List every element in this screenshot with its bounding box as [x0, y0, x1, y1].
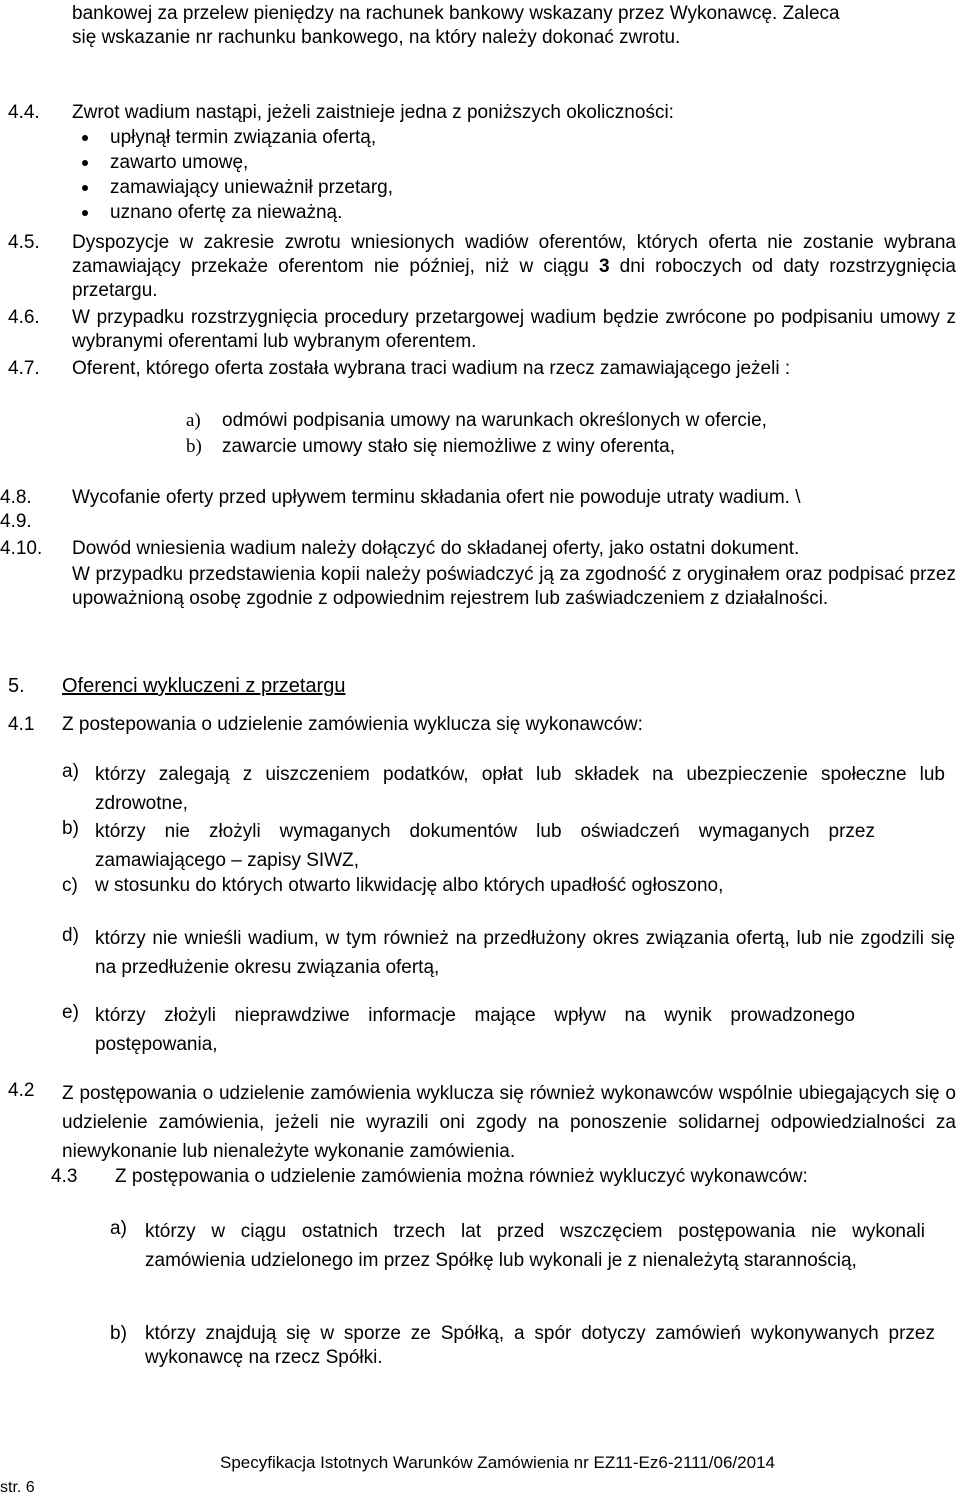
list-item: zawarcie umowy stało się niemożliwe z winy oferenta,	[222, 436, 676, 457]
section-number: 4.10.	[0, 538, 43, 559]
bullet-item: zawarto umowę,	[110, 152, 249, 173]
bullet-item: upłynął termin związania ofertą,	[110, 127, 377, 148]
section-text	[72, 231, 956, 303]
section-text: Oferent, którego oferta została wybrana traci wadium na rzecz zamawiającego jeżeli :	[72, 358, 791, 379]
list-item: w stosunku do których otwarto likwidację albo których upadłość ogłoszono,	[95, 875, 724, 896]
section-text-part: Dyspozycje w zakresie zwrotu wniesionych wadiów oferentów, których oferta nie zostanie wybrana zamawiający przekaże oferentom nie później, niż w ciągu	[72, 232, 956, 277]
page-number: str. 6	[0, 1479, 35, 1496]
bullet-item: zamawiający unieważnił przetarg,	[110, 177, 394, 198]
days-count: 3	[598, 256, 610, 277]
list-item: odmówi podpisania umowy na warunkach określonych w ofercie,	[222, 410, 767, 431]
list-marker: a)	[110, 1218, 127, 1239]
bullet-icon	[82, 135, 88, 141]
section-text: Z postepowania o udzielenie zamówienia wyklucza się wykonawców:	[62, 714, 643, 735]
list-marker: a)	[186, 410, 201, 431]
section-number: 4.7.	[8, 358, 40, 379]
section-number: 4.6.	[8, 307, 40, 328]
list-item: którzy nie wnieśli wadium, w tym również na przedłużony okres związania ofertą, lub nie zgodzili się na przedłużenie okresu związania ofertą,	[95, 928, 955, 978]
section-text: Z postępowania o udzielenie zamówienia wyklucza się również wykonawców wspólnie ubiegających się o udzielenie zamówienia, jeżeli nie wyrazili oni zgody na ponoszenie solidarnej odpowiedzialności za niewykonanie lub nienależyte wykonanie zamówienia.	[62, 1083, 956, 1162]
section-number: 4.9.	[0, 511, 32, 532]
bullet-icon	[82, 160, 88, 166]
list-marker: a)	[62, 761, 79, 782]
list-item: którzy znajdują się w sporze ze Spółką, a spór dotyczy zamówień wykonywanych przez wykonawcę na rzecz Spółki.	[145, 1323, 935, 1368]
list-item: którzy nie złożyli wymaganych dokumentów lub oświadczeń wymaganych przez zamawiającego – zapisy SIWZ,	[95, 821, 875, 871]
section-text-part: dni roboczych od daty rozstrzygnięcia przetargu.	[72, 256, 957, 301]
list-item: którzy w ciągu ostatnich trzech lat przed wszczęciem postępowania nie wykonali zamówienia udzielonego im przez Spółkę lub wykonali je z nienależytą starannością,	[145, 1221, 925, 1271]
list-item: którzy złożyli nieprawdziwe informacje mające wpływ na wynik prowadzonego postępowania,	[95, 1005, 855, 1055]
list-marker: e)	[62, 1002, 79, 1023]
footer-spec: Specyfikacja Istotnych Warunków Zamówienia nr EZ11-Ez6-2111/06/2014	[220, 1453, 775, 1472]
bullet-icon	[82, 210, 88, 216]
section-number: 4.5.	[8, 232, 40, 253]
section-heading: Oferenci wykluczeni z przetargu	[62, 675, 346, 697]
section-text: W przypadku rozstrzygnięcia procedury przetargowej wadium będzie zwrócone po podpisaniu umowy z wybranymi oferentami lub wybranym oferentem.	[72, 307, 956, 352]
section-text: Z postępowania o udzielenie zamówienia można również wykluczyć wykonawców:	[115, 1166, 808, 1187]
section-number: 4.1	[8, 714, 35, 735]
list-item: którzy zalegają z uiszczeniem podatków, opłat lub składek na ubezpieczenie społeczne lub zdrowotne,	[95, 764, 945, 814]
section-number: 4.2	[8, 1080, 35, 1101]
list-marker: c)	[62, 875, 78, 896]
list-marker: b)	[110, 1323, 127, 1344]
bullet-icon	[82, 185, 88, 191]
paragraph-continuation-line: bankowej za przelew pieniędzy na rachunek bankowy wskazany przez Wykonawcę. Zaleca	[72, 3, 840, 24]
section-text: Zwrot wadium nastąpi, jeżeli zaistnieje jedna z poniższych okoliczności:	[72, 102, 674, 123]
section-text: W przypadku przedstawienia kopii należy poświadczyć ją za zgodność z oryginałem oraz podpisać przez upoważnioną osobę zgodnie z odpowiednim rejestrem lub zaświadczeniem z działalności.	[72, 564, 956, 609]
section-number: 4.3	[51, 1166, 78, 1187]
list-marker: d)	[62, 925, 79, 946]
section-text: Wycofanie oferty przed upływem terminu składania ofert nie powoduje utraty wadium. \	[72, 487, 801, 508]
section-number: 5.	[8, 675, 25, 697]
section-number: 4.8.	[0, 487, 32, 508]
list-marker: b)	[186, 436, 202, 457]
section-number: 4.4.	[8, 102, 40, 123]
section-text: Dowód wniesienia wadium należy dołączyć do składanej oferty, jako ostatni dokument.	[72, 538, 800, 559]
list-marker: b)	[62, 818, 79, 839]
bullet-item: uznano ofertę za nieważną.	[110, 202, 343, 223]
paragraph-continuation-line: się wskazanie nr rachunku bankowego, na który należy dokonać zwrotu.	[72, 27, 681, 48]
